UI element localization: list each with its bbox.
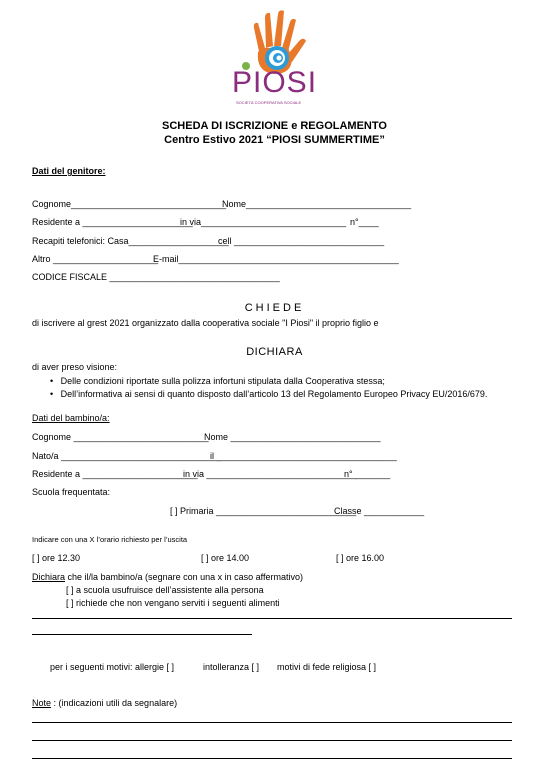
parent-other-field[interactable]: Altro _____________________ xyxy=(32,254,159,264)
child-birthplace-field[interactable]: Nato/a ________________________________ xyxy=(32,451,222,461)
intolerance-checkbox[interactable]: intolleranza [ ] xyxy=(203,662,260,672)
logo-wordmark: PIOSI xyxy=(232,66,318,99)
piosi-logo xyxy=(232,8,318,108)
child-name-field[interactable]: Nome ______________________________ xyxy=(204,432,381,442)
food-exclusion-checkbox[interactable]: [ ] richiede che non vengano serviti i seguenti alimenti xyxy=(66,598,280,608)
dichiara-heading: DICHIARA xyxy=(246,346,303,358)
notes-write-line[interactable] xyxy=(32,758,512,759)
class-field[interactable]: Classe ____________ xyxy=(334,506,425,516)
child-surname-field[interactable]: Cognome ___________________________ xyxy=(32,432,209,442)
form-title: SCHEDA DI ISCRIZIONE e REGOLAMENTO xyxy=(162,120,387,132)
parent-heading: Dati del genitore: xyxy=(32,166,106,176)
parent-surname-field[interactable]: Cognome_______________________________ xyxy=(32,199,227,209)
declaration-label: Dichiara xyxy=(32,572,66,582)
parent-cell-field[interactable]: cell ______________________________ xyxy=(218,236,385,246)
bullet-item xyxy=(50,376,385,386)
assistant-checkbox[interactable]: [ ] a scuola usufruisce dell’assistente alla persona xyxy=(66,585,264,595)
bullet-icon: • xyxy=(50,376,54,386)
exit-time-label: Indicare con una X l’orario richiesto per l’uscita xyxy=(32,535,188,544)
bullet-item xyxy=(50,389,487,399)
bullet-text: Dell’informativa ai sensi di quanto disposto dall’articolo 13 del Regolamento Europeo Privacy EU/2016/679. xyxy=(60,389,488,399)
bullet-text: Delle condizioni riportate sulla polizza infortuni stipulata dalla Cooperativa stessa; xyxy=(60,376,385,386)
dichiara-text: di aver preso visione: xyxy=(32,362,118,372)
time-1400-checkbox[interactable]: [ ] ore 14.00 xyxy=(201,553,250,563)
parent-name-field[interactable]: Nome_________________________________ xyxy=(222,199,412,209)
time-1230-checkbox[interactable]: [ ] ore 12.30 xyxy=(32,553,81,563)
notes-hint: : (indicazioni utili da segnalare) xyxy=(51,698,178,708)
notes-label: Note xyxy=(32,698,52,708)
chiede-heading: CHIEDE xyxy=(244,302,305,314)
notes-write-line[interactable] xyxy=(32,740,512,741)
child-heading: Dati del bambino/a: xyxy=(32,413,110,423)
child-street-field[interactable]: in via ______________________________ xyxy=(183,469,357,479)
chiede-text: di iscrivere al grest 2021 organizzato dalla cooperativa sociale "I Piosi" il proprio figlio e xyxy=(32,318,379,328)
declaration-line xyxy=(32,572,303,582)
religion-checkbox[interactable]: motivi di fede religiosa [ ] xyxy=(277,662,377,672)
time-1600-checkbox[interactable]: [ ] ore 16.00 xyxy=(336,553,385,563)
parent-residence-field[interactable]: Residente a ______________________ xyxy=(32,217,193,227)
food-write-line[interactable] xyxy=(32,634,252,635)
bullet-icon: • xyxy=(50,389,54,399)
school-label: Scuola frequentata: xyxy=(32,487,111,497)
form-subtitle: Centro Estivo 2021 “PIOSI SUMMERTIME” xyxy=(164,134,385,146)
parent-street-field[interactable]: in via_____________________________ xyxy=(180,217,347,227)
food-write-line[interactable] xyxy=(32,618,512,619)
child-number-field[interactable]: n° _______ xyxy=(344,469,391,479)
notes-line xyxy=(32,698,177,708)
parent-email-field[interactable]: E-mail____________________________________________ xyxy=(153,254,399,264)
parent-number-field[interactable]: n°____ xyxy=(350,217,379,227)
notes-write-line[interactable] xyxy=(32,722,512,723)
parent-home-phone-field[interactable]: Recapiti telefonici: Casa____________________ xyxy=(32,236,229,246)
child-birthdate-field[interactable]: il ____________________________________ xyxy=(210,451,397,461)
logo-tagline: SOCIETÀ COOPERATIVA SOCIALE xyxy=(236,100,302,105)
allergies-checkbox[interactable]: per i seguenti motivi: allergie [ ] xyxy=(50,662,175,672)
declaration-text: che il/la bambino/a (segnare con una x in caso affermativo) xyxy=(65,572,303,582)
child-residence-field[interactable]: Residente a _______________________ xyxy=(32,469,198,479)
primary-school-checkbox[interactable]: [ ] Primaria ____________________________ xyxy=(170,506,357,516)
parent-fiscal-code-field[interactable]: CODICE FISCALE __________________________________ xyxy=(32,272,280,282)
